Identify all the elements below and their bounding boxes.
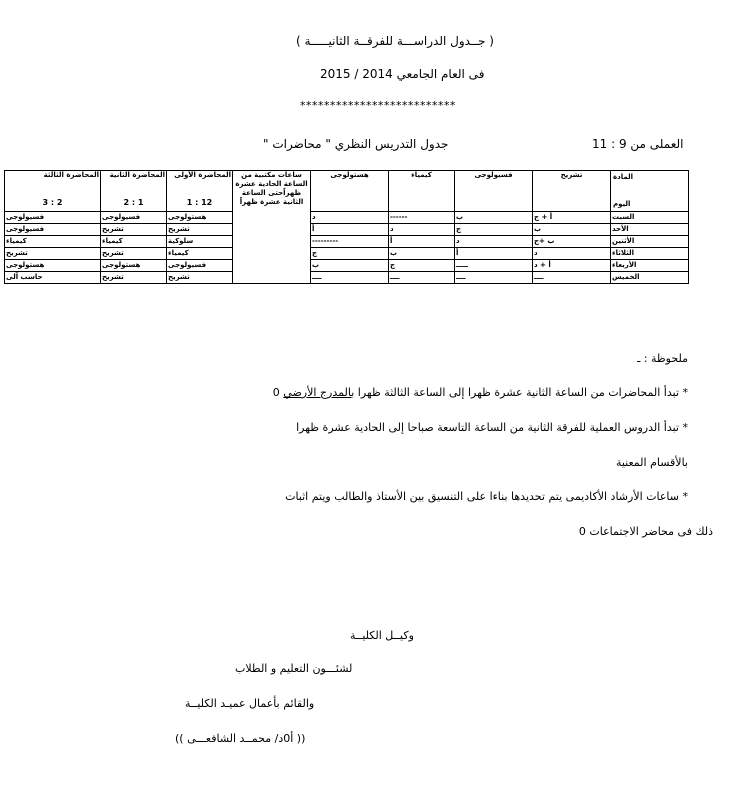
practical-cell: د: [389, 224, 455, 236]
day-cell: الأثنين: [611, 236, 689, 248]
practical-subject: هستولوجى: [311, 171, 389, 212]
day-cell: الأربعاء: [611, 260, 689, 272]
practical-subject: تشريح: [533, 171, 611, 212]
signature-acting: والقائم بأعمال عميـد الكليــة: [185, 697, 315, 710]
day-cell: الثلاثاء: [611, 248, 689, 260]
signature-name: (( أ0د/ محمــد الشافعـــى )): [175, 732, 306, 745]
note-lectures-text: * تبدأ المحاضرات من الساعة الثانية عشرة ظهرا إلى الساعة الثالثة ظهرا: [354, 386, 688, 399]
subject-label: المادة: [613, 173, 634, 181]
practical-cell: ج: [389, 260, 455, 272]
practical-cell: أ + د: [533, 260, 611, 272]
practical-cell: ب: [455, 212, 533, 224]
lecture-time: 1 : 2: [123, 198, 144, 207]
theory-heading: جدول التدريس النظري " محاضرات ": [263, 137, 449, 151]
lecture-cell: هستولوجى: [101, 260, 167, 272]
lecture-label: المحاضرة الثالثة: [43, 171, 99, 179]
lecture-cell: كيمياء: [101, 236, 167, 248]
lecture-cell: هستولوجى: [5, 260, 101, 272]
table-row: [5, 248, 689, 260]
practical-cell: ــــ: [311, 272, 389, 284]
practical-cell: ---------: [311, 236, 389, 248]
practical-cell: د: [311, 212, 389, 224]
lecture-cell: سلوكية: [167, 236, 233, 248]
day-label: اليوم: [613, 200, 631, 208]
table-row: [5, 212, 689, 224]
practical-subject: فسيولوجى: [455, 171, 533, 212]
lecture-cell: فسيولوجى: [5, 212, 101, 224]
table-row: [5, 260, 689, 272]
lecture-time: 12 : 1: [186, 198, 213, 207]
star-divider: **************************: [300, 99, 456, 112]
lecture-cell: كيمياء: [167, 248, 233, 260]
lecture-label: المحاضرة الثانية: [109, 171, 165, 179]
table-row: [5, 224, 689, 236]
table-row: [5, 236, 689, 248]
lecture-cell: كيمياء: [5, 236, 101, 248]
practical-cell: ------: [389, 212, 455, 224]
notes-heading: ملحوظة : ـ: [637, 352, 688, 365]
practical-cell: ــــ: [389, 272, 455, 284]
practical-cell: ج: [311, 248, 389, 260]
note-lectures: [273, 386, 688, 399]
note-hall: بالمدرج الأرضي: [283, 386, 355, 399]
lecture-cell: حاسب آلى: [5, 272, 101, 284]
note-departments: بالأقسام المعنية: [615, 456, 688, 469]
practical-cell: ج: [455, 224, 533, 236]
note-lectures-end: 0: [272, 386, 284, 399]
lecture-cell: فسيولوجى: [167, 260, 233, 272]
schedule-title: ( جــدول الدراســـة للفرقــة الثانيـــــة ): [296, 34, 494, 48]
practical-cell: د: [455, 236, 533, 248]
corner-cell: [611, 171, 689, 212]
lecture-header: [101, 171, 167, 212]
lecture-time: 2 : 3: [42, 198, 63, 207]
note-practical: * تبدأ الدروس العملية للفرقة الثانية من الساعة التاسعة صباحا إلى الحادية عشرة ظهرا: [296, 421, 688, 434]
practical-cell: أ: [311, 224, 389, 236]
lecture-cell: تشريح: [101, 272, 167, 284]
day-cell: الأحد: [611, 224, 689, 236]
practical-cell: ب: [389, 248, 455, 260]
lecture-cell: فسيولوجى: [101, 212, 167, 224]
note-advising: * ساعات الأرشاد الأكاديمى يتم تحديدها بناءا على التنسيق بين الأستاذ والطالب ويتم اثبات: [285, 490, 688, 503]
table-row: [5, 272, 689, 284]
note-minutes: ذلك فى محاضر الاجتماعات 0: [578, 525, 713, 538]
lecture-cell: تشريح: [167, 224, 233, 236]
day-cell: السبت: [611, 212, 689, 224]
practical-cell: ب +ج: [533, 236, 611, 248]
practical-cell: ب: [311, 260, 389, 272]
practical-cell: ــــ: [455, 272, 533, 284]
lecture-cell: تشريح: [101, 248, 167, 260]
practical-subject: كيمياء: [389, 171, 455, 212]
lecture-cell: تشريح: [101, 224, 167, 236]
practical-cell: د: [533, 248, 611, 260]
academic-year: فى العام الجامعي 2014 / 2015: [320, 67, 485, 81]
schedule-table: [4, 170, 689, 284]
practical-cell: أ + ج: [533, 212, 611, 224]
lecture-cell: تشريح: [167, 272, 233, 284]
practical-cell: أ: [455, 248, 533, 260]
practical-time: العملى من 9 : 11: [592, 137, 684, 151]
lecture-header: [5, 171, 101, 212]
signature-title: وكيــل الكليــة: [350, 629, 414, 642]
lecture-cell: هستولوجى: [167, 212, 233, 224]
lecture-cell: تشريح: [5, 248, 101, 260]
table-header-row: [5, 171, 689, 212]
lecture-header: [167, 171, 233, 212]
lecture-cell: فسيولوجى: [5, 224, 101, 236]
practical-cell: أ: [389, 236, 455, 248]
practical-cell: ب: [533, 224, 611, 236]
practical-cell: ــــ: [533, 272, 611, 284]
day-cell: الخميس: [611, 272, 689, 284]
signature-role: لشئـــون التعليم و الطلاب: [235, 662, 353, 675]
lecture-label: المحاضرة الأولى: [174, 171, 231, 179]
practical-cell: ـــــ: [455, 260, 533, 272]
office-hours: ساعات مكتبية من الساعة الحادية عشرة ظهراًحتى الساعة الثانية عشرة ظهراً: [233, 171, 311, 284]
